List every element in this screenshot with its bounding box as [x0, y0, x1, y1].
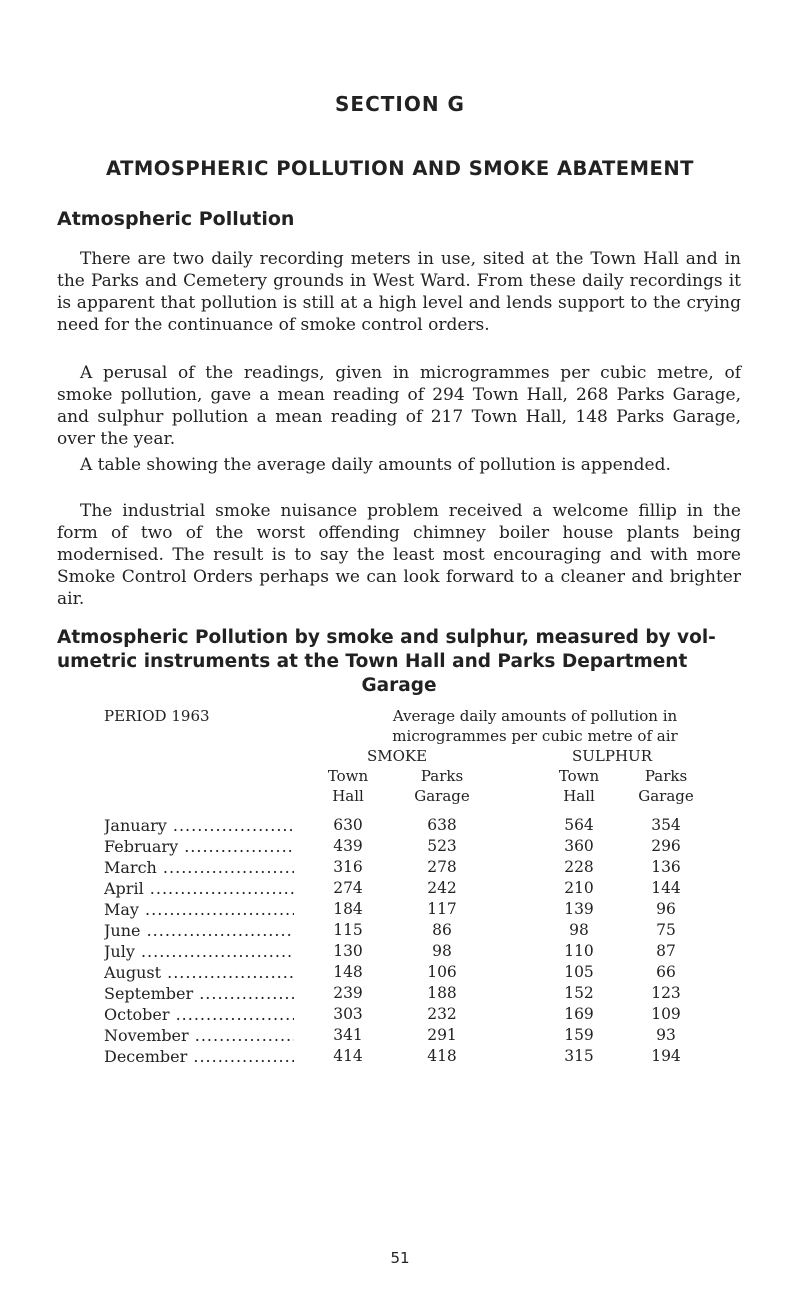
sulphur-town-hall-value: 315 [564, 1047, 594, 1065]
sulphur-town-hall-value: 98 [569, 921, 589, 939]
smoke-parks-garage-value: 188 [427, 984, 457, 1002]
table-row [0, 942, 800, 963]
sulphur-parks-garage-value: 109 [651, 1005, 681, 1023]
smoke-town-hall-value: 130 [333, 942, 363, 960]
smoke-parks-garage-value: 291 [427, 1026, 457, 1044]
column-header: Garage [638, 787, 694, 805]
group-header-smoke: SMOKE [366, 747, 428, 765]
column-header: Hall [563, 787, 595, 805]
paragraph: A perusal of the readings, given in microgrammes per cubic metre, of smoke pollution, gave a mean reading of 294 Town Hall, 268 Parks Garage, and sulphur pollution a mean reading of 217 Town Hall, 148 Parks Garage, over the year. [57, 363, 741, 449]
table-row [0, 816, 800, 837]
table-row [0, 879, 800, 900]
column-header: Garage [414, 787, 470, 805]
smoke-town-hall-value: 274 [333, 879, 363, 897]
sulphur-town-hall-value: 564 [564, 816, 594, 834]
column-header: Town [558, 767, 600, 785]
month-label: June ..... [104, 921, 294, 940]
smoke-town-hall-value: 115 [333, 921, 363, 939]
table-row [0, 900, 800, 921]
table-heading [57, 626, 741, 698]
average-label-units: microgrammes per cubic metre of air [392, 727, 678, 745]
smoke-town-hall-value: 341 [333, 1026, 363, 1044]
sulphur-parks-garage-value: 75 [656, 921, 676, 939]
column-header: Town [327, 767, 369, 785]
table-row [0, 984, 800, 1005]
sulphur-town-hall-value: 169 [564, 1005, 594, 1023]
month-label: January ..... [104, 816, 294, 835]
column-header: Hall [332, 787, 364, 805]
table-row [0, 921, 800, 942]
smoke-town-hall-value: 439 [333, 837, 363, 855]
sulphur-town-hall-value: 152 [564, 984, 594, 1002]
smoke-parks-garage-value: 638 [427, 816, 457, 834]
smoke-parks-garage-value: 242 [427, 879, 457, 897]
sulphur-parks-garage-value: 194 [651, 1047, 681, 1065]
average-label: Average daily amounts of pollution in [392, 707, 678, 725]
column-header: Parks [644, 767, 688, 785]
subheading: Atmospheric Pollution [57, 208, 295, 230]
sulphur-parks-garage-value: 136 [651, 858, 681, 876]
sulphur-parks-garage-value: 296 [651, 837, 681, 855]
sulphur-town-hall-value: 210 [564, 879, 594, 897]
sulphur-town-hall-value: 139 [564, 900, 594, 918]
paragraph: A table showing the average daily amounts of pollution is appended. [80, 455, 671, 475]
section-title: SECTION G [335, 92, 465, 116]
table-row [0, 837, 800, 858]
table-heading-line: Atmospheric Pollution by smoke and sulphur, measured by vol- [57, 627, 716, 648]
smoke-parks-garage-value: 117 [427, 900, 457, 918]
table-heading-line: umetric instruments at the Town Hall and Parks Department [57, 651, 688, 672]
month-label: August ..... [104, 963, 294, 982]
sulphur-town-hall-value: 159 [564, 1026, 594, 1044]
table-row [0, 963, 800, 984]
smoke-town-hall-value: 316 [333, 858, 363, 876]
smoke-parks-garage-value: 523 [427, 837, 457, 855]
smoke-town-hall-value: 148 [333, 963, 363, 981]
sulphur-town-hall-value: 228 [564, 858, 594, 876]
table-row [0, 1005, 800, 1026]
page-title: ATMOSPHERIC POLLUTION AND SMOKE ABATEMENT [106, 157, 694, 180]
table-row [0, 1026, 800, 1047]
sulphur-parks-garage-value: 123 [651, 984, 681, 1002]
smoke-town-hall-value: 414 [333, 1047, 363, 1065]
page-number: 51 [390, 1249, 410, 1267]
sulphur-town-hall-value: 105 [564, 963, 594, 981]
smoke-parks-garage-value: 106 [427, 963, 457, 981]
smoke-parks-garage-value: 98 [432, 942, 452, 960]
smoke-parks-garage-value: 278 [427, 858, 457, 876]
sulphur-parks-garage-value: 66 [656, 963, 676, 981]
month-label: July ..... [104, 942, 294, 961]
paragraph: There are two daily recording meters in use, sited at the Town Hall and in the Parks and Cemetery grounds in West Ward. From these daily recordings it is apparent that pollution is still at a high level and lends support to the crying need for the continuance of smoke control orders. [57, 249, 741, 335]
smoke-town-hall-value: 239 [333, 984, 363, 1002]
smoke-town-hall-value: 303 [333, 1005, 363, 1023]
period-label: PERIOD 1963 [104, 707, 210, 725]
sulphur-town-hall-value: 110 [564, 942, 594, 960]
smoke-town-hall-value: 184 [333, 900, 363, 918]
sulphur-parks-garage-value: 93 [656, 1026, 676, 1044]
table-row [0, 858, 800, 879]
paragraph: The industrial smoke nuisance problem received a welcome fillip in the form of two of the worst offending chimney boiler house plants being modernised. The result is to say the least most encouraging and with more Smoke Control Orders perhaps we can look forward to a cleaner and brighter air. [57, 501, 741, 609]
month-label: May ..... [104, 900, 294, 919]
month-label: October ..... [104, 1005, 294, 1024]
month-label: April ..... [104, 879, 294, 898]
smoke-parks-garage-value: 232 [427, 1005, 457, 1023]
group-header-sulphur: SULPHUR [572, 747, 652, 765]
month-label: March ..... [104, 858, 294, 877]
table-row [0, 1047, 800, 1068]
sulphur-parks-garage-value: 144 [651, 879, 681, 897]
table-heading-line: Garage [361, 675, 437, 696]
sulphur-town-hall-value: 360 [564, 837, 594, 855]
column-header: Parks [420, 767, 464, 785]
month-label: December ..... [104, 1047, 294, 1066]
smoke-town-hall-value: 630 [333, 816, 363, 834]
month-label: February ..... [104, 837, 294, 856]
month-label: September ..... [104, 984, 294, 1003]
month-label: November ..... [104, 1026, 294, 1045]
sulphur-parks-garage-value: 87 [656, 942, 676, 960]
sulphur-parks-garage-value: 96 [656, 900, 676, 918]
smoke-parks-garage-value: 86 [432, 921, 452, 939]
sulphur-parks-garage-value: 354 [651, 816, 681, 834]
smoke-parks-garage-value: 418 [427, 1047, 457, 1065]
